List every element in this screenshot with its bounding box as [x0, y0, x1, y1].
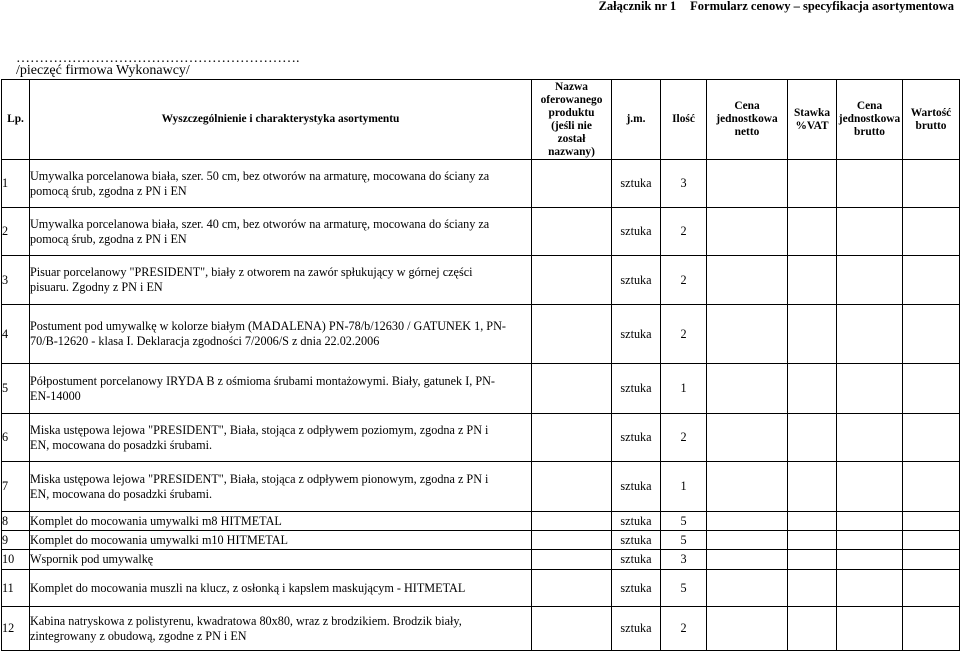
table-row: [2, 512, 960, 531]
column-header-line: Wyszczególnienie i charakterystyka asortymentu: [161, 113, 400, 125]
cell-unit-price-net: [707, 305, 788, 364]
cell-description: [30, 570, 532, 607]
cell-unit-price-gross: [837, 160, 903, 208]
column-header-line: Ilość: [672, 113, 695, 125]
column-header-line: Wartość: [910, 106, 952, 119]
description-line: EN, mocowana do posadzki śrubami.: [30, 486, 213, 501]
cell-quantity: 2: [661, 256, 707, 305]
cell-quantity: 1: [661, 364, 707, 414]
cell-unit-price-gross: [837, 512, 903, 531]
cell-vat-rate: [788, 550, 837, 570]
cell-unit-price-gross: [837, 550, 903, 570]
cell-total-gross: [903, 305, 960, 364]
cell-unit: sztuka: [612, 160, 661, 208]
description-line: Komplet do mocowania umywalki m10 HITMETAL: [30, 532, 288, 547]
cell-vat-rate: [788, 531, 837, 550]
cell-product-name: [532, 364, 612, 414]
cell-unit-price-gross: [837, 208, 903, 256]
description-line: Umywalka porcelanowa biała, szer. 50 cm, bez otworów na armaturę, mocowana do ściany za: [30, 168, 490, 183]
column-header-line: Nazwa: [555, 80, 588, 93]
cell-total-gross: [903, 364, 960, 414]
column-header-unit-price-net: [707, 80, 788, 160]
cell-lp: 9: [2, 531, 30, 550]
table-row: [2, 531, 960, 550]
cell-unit: sztuka: [612, 531, 661, 550]
column-header-line: Lp.: [7, 113, 24, 125]
cell-unit: sztuka: [612, 414, 661, 462]
cell-unit-price-gross: [837, 462, 903, 512]
cell-vat-rate: [788, 512, 837, 531]
column-header-quantity: [661, 80, 707, 160]
cell-total-gross: [903, 160, 960, 208]
cell-unit-price-gross: [837, 305, 903, 364]
cell-total-gross: [903, 208, 960, 256]
cell-lp: 4: [2, 305, 30, 364]
cell-lp: 8: [2, 512, 30, 531]
column-header-vat-rate: [788, 80, 837, 160]
cell-unit-price-gross: [837, 570, 903, 607]
cell-description: [30, 305, 532, 364]
cell-unit-price-net: [707, 256, 788, 305]
cell-lp: 2: [2, 208, 30, 256]
cell-quantity: 2: [661, 414, 707, 462]
cell-unit: sztuka: [612, 570, 661, 607]
description-line: Pisuar porcelanowy "PRESIDENT", biały z otworem na zawór spłukujący w górnej części: [30, 265, 473, 279]
stamp-dotted-line: …………………………………………………….: [16, 51, 300, 66]
cell-quantity: 2: [661, 208, 707, 256]
cell-lp: 6: [2, 414, 30, 462]
cell-unit: sztuka: [612, 512, 661, 531]
cell-unit-price-net: [707, 570, 788, 607]
description-line: pisuaru. Zgodny z PN i EN: [30, 280, 163, 294]
cell-unit: sztuka: [612, 607, 661, 651]
table-row: [2, 364, 960, 414]
cell-description: [30, 256, 532, 305]
cell-total-gross: [903, 462, 960, 512]
column-header-line: j.m.: [626, 113, 646, 125]
cell-quantity: 2: [661, 305, 707, 364]
table-row: [2, 305, 960, 364]
cell-unit: sztuka: [612, 256, 661, 305]
cell-total-gross: [903, 531, 960, 550]
document-header: [599, 0, 954, 13]
column-header-line: (jeśli nie: [551, 119, 592, 132]
column-header-line: %VAT: [795, 119, 829, 132]
description-line: zintegrowany z obudową, zgodne z PN i EN: [30, 628, 247, 643]
cell-unit-price-net: [707, 160, 788, 208]
description-line: Komplet do mocowania umywalki m8 HITMETAL: [30, 513, 282, 528]
column-header-line: brutto: [853, 126, 885, 138]
cell-description: [30, 364, 532, 414]
cell-lp: 11: [2, 570, 30, 607]
cell-unit-price-net: [707, 462, 788, 512]
table-row: [2, 607, 960, 651]
cell-lp: 12: [2, 607, 30, 651]
column-header-line: nazwany): [548, 145, 595, 158]
description-line: Półpostument porcelanowy IRYDA B z ośmioma śrubami montażowymi. Biały, gatunek I, PN-: [30, 373, 495, 388]
cell-total-gross: [903, 550, 960, 570]
cell-product-name: [532, 550, 612, 570]
cell-unit: sztuka: [612, 208, 661, 256]
column-header-line: netto: [734, 126, 760, 138]
cell-unit: sztuka: [612, 305, 661, 364]
cell-unit: sztuka: [612, 462, 661, 512]
cell-description: [30, 607, 532, 651]
cell-description: [30, 512, 532, 531]
cell-description: [30, 208, 532, 256]
table-header-row: [2, 80, 960, 160]
description-line: EN-14000: [30, 388, 81, 403]
table-row: [2, 462, 960, 512]
column-header-line: Cena: [734, 100, 760, 112]
column-header-product-name: [532, 80, 612, 160]
cell-unit-price-gross: [837, 607, 903, 651]
cell-lp: 3: [2, 256, 30, 305]
price-specification-table: [1, 79, 960, 651]
description-line: Wspornik pod umywalkę: [30, 552, 154, 566]
cell-product-name: [532, 512, 612, 531]
cell-vat-rate: [788, 364, 837, 414]
cell-vat-rate: [788, 256, 837, 305]
cell-quantity: 3: [661, 160, 707, 208]
cell-unit-price-gross: [837, 414, 903, 462]
cell-unit-price-gross: [837, 256, 903, 305]
attachment-label: Załącznik nr 1: [598, 0, 677, 13]
table-row: [2, 550, 960, 570]
cell-lp: 10: [2, 550, 30, 570]
cell-quantity: 2: [661, 607, 707, 651]
cell-quantity: 1: [661, 462, 707, 512]
cell-total-gross: [903, 414, 960, 462]
cell-product-name: [532, 570, 612, 607]
cell-product-name: [532, 414, 612, 462]
column-header-lp: [2, 80, 30, 160]
column-header-total-gross: [903, 80, 960, 160]
column-header-unit: [612, 80, 661, 160]
cell-product-name: [532, 607, 612, 651]
column-header-line: Cena: [856, 100, 883, 112]
cell-description: [30, 414, 532, 462]
column-header-line: oferowanego: [540, 93, 603, 106]
cell-unit: sztuka: [612, 364, 661, 414]
cell-total-gross: [903, 570, 960, 607]
cell-product-name: [532, 531, 612, 550]
cell-product-name: [532, 256, 612, 305]
cell-vat-rate: [788, 462, 837, 512]
column-header-line: brutto: [915, 119, 947, 132]
description-line: EN, mocowana do posadzki śrubami.: [30, 437, 213, 452]
cell-product-name: [532, 305, 612, 364]
description-line: Kabina natryskowa z polistyrenu, kwadratowa 80x80, wraz z brodzikiem. Brodzik biały,: [30, 613, 462, 628]
cell-unit-price-net: [707, 414, 788, 462]
cell-lp: 5: [2, 364, 30, 414]
cell-unit-price-gross: [837, 364, 903, 414]
cell-product-name: [532, 462, 612, 512]
cell-quantity: 5: [661, 570, 707, 607]
column-header-line: produktu: [548, 106, 595, 119]
table-body: [2, 160, 960, 651]
column-header-unit-price-gross: [837, 80, 903, 160]
table-row: [2, 256, 960, 305]
table-row: [2, 570, 960, 607]
cell-unit: sztuka: [612, 550, 661, 570]
cell-vat-rate: [788, 607, 837, 651]
description-line: 70/B-12620 - klasa I. Deklaracja zgodności 7/2006/S z dnia 22.02.2006: [30, 334, 380, 348]
column-header-line: Stawka: [793, 106, 831, 119]
cell-total-gross: [903, 607, 960, 651]
cell-total-gross: [903, 512, 960, 531]
description-line: pomocą śrub, zgodna z PN i EN: [30, 183, 187, 198]
cell-vat-rate: [788, 570, 837, 607]
table-row: [2, 414, 960, 462]
column-header-line: jednostkowa: [716, 113, 778, 125]
cell-quantity: 5: [661, 512, 707, 531]
cell-total-gross: [903, 256, 960, 305]
cell-unit-price-net: [707, 550, 788, 570]
cell-description: [30, 550, 532, 570]
cell-vat-rate: [788, 305, 837, 364]
description-line: Miska ustępowa lejowa "PRESIDENT", Biała, stojąca z odpływem pionowym, zgodna z PN i: [30, 471, 489, 486]
cell-quantity: 3: [661, 550, 707, 570]
cell-product-name: [532, 160, 612, 208]
cell-unit-price-net: [707, 208, 788, 256]
cell-vat-rate: [788, 414, 837, 462]
table-row: [2, 208, 960, 256]
form-title: Formularz cenowy – specyfikacja asortymentowa: [690, 0, 954, 13]
column-header-description: [30, 80, 532, 160]
cell-unit-price-net: [707, 531, 788, 550]
cell-description: [30, 462, 532, 512]
cell-lp: 7: [2, 462, 30, 512]
table-row: [2, 160, 960, 208]
cell-unit-price-net: [707, 364, 788, 414]
cell-quantity: 5: [661, 531, 707, 550]
cell-unit-price-net: [707, 607, 788, 651]
cell-unit-price-gross: [837, 531, 903, 550]
cell-vat-rate: [788, 208, 837, 256]
cell-unit-price-net: [707, 512, 788, 531]
description-line: Miska ustępowa lejowa "PRESIDENT", Biała, stojąca z odpływem poziomym, zgodna z PN i: [30, 422, 489, 437]
description-line: Umywalka porcelanowa biała, szer. 40 cm, bez otworów na armaturę, mocowana do ściany za: [30, 216, 490, 231]
cell-vat-rate: [788, 160, 837, 208]
column-header-line: został: [557, 132, 586, 145]
column-header-line: jednostkowa: [838, 113, 901, 125]
cell-description: [30, 531, 532, 550]
description-line: Postument pod umywalkę w kolorze białym (MADALENA) PN-78/b/12630 / GATUNEK 1, PN-: [30, 319, 506, 333]
cell-description: [30, 160, 532, 208]
company-stamp-label: /pieczęć firmowa Wykonawcy/: [16, 63, 190, 78]
description-line: Komplet do mocowania muszli na klucz, z osłonką i kapslem maskującym - HITMETAL: [30, 580, 466, 595]
cell-lp: 1: [2, 160, 30, 208]
description-line: pomocą śrub, zgodna z PN i EN: [30, 231, 187, 246]
cell-product-name: [532, 208, 612, 256]
